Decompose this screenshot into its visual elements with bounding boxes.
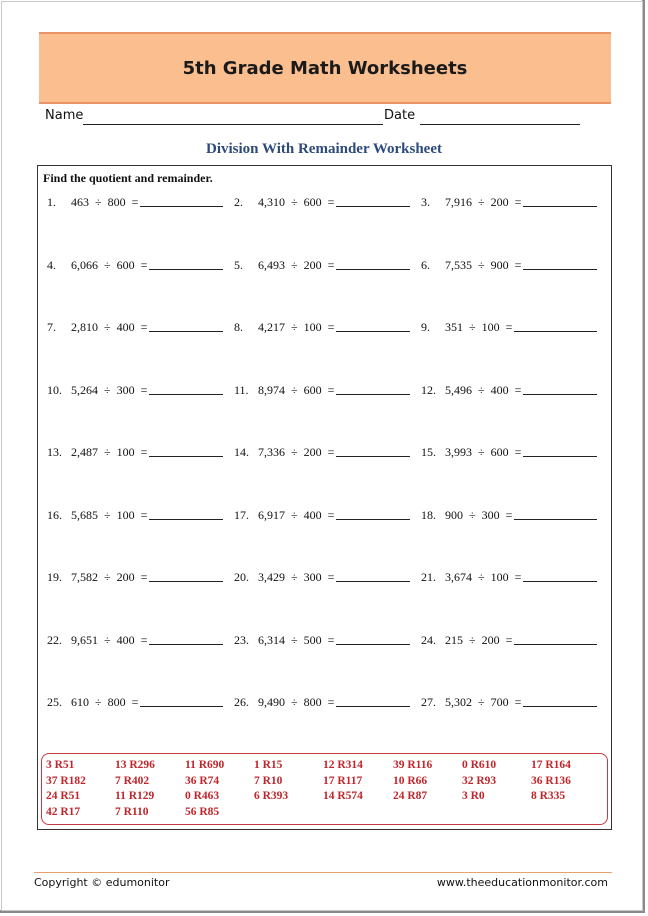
problem-23 xyxy=(234,631,419,647)
problem-number: 11. xyxy=(234,382,249,397)
answer-blank[interactable] xyxy=(336,644,410,645)
problem-number: 4. xyxy=(47,257,56,272)
answer-blank[interactable] xyxy=(523,394,597,395)
answer-blank[interactable] xyxy=(523,269,597,270)
footer-divider xyxy=(34,872,612,873)
problem-number: 7. xyxy=(47,320,56,334)
problem-expression: 6,066 ÷ 600 = xyxy=(71,257,148,272)
answer-blank[interactable] xyxy=(514,644,597,645)
answer-blank[interactable] xyxy=(149,519,223,520)
answer-key-item: 6 R393 xyxy=(254,790,289,802)
answer-key-item: 17 R164 xyxy=(531,759,571,771)
answer-key-item: 14 R574 xyxy=(323,790,363,802)
problem-19 xyxy=(47,568,232,584)
answer-key-item: 7 R110 xyxy=(115,805,149,818)
instructions: Find the quotient and remainder. xyxy=(43,171,213,185)
problem-number: 8. xyxy=(234,320,243,334)
copyright: Copyright © edumonitor xyxy=(34,876,170,889)
problem-17 xyxy=(234,506,419,522)
name-field-line[interactable] xyxy=(83,124,383,125)
answer-key-item: 10 R66 xyxy=(393,774,428,787)
problem-number: 24. xyxy=(421,632,436,647)
problem-expression: 5,685 ÷ 100 = xyxy=(71,507,148,522)
problem-number: 25. xyxy=(47,695,62,709)
answer-blank[interactable] xyxy=(514,519,597,520)
problem-1 xyxy=(47,193,232,209)
answer-key-item: 42 R17 xyxy=(46,805,81,818)
answer-blank[interactable] xyxy=(336,269,410,270)
problem-number: 3. xyxy=(421,195,430,209)
problem-9 xyxy=(421,318,606,334)
answer-blank[interactable] xyxy=(336,706,410,707)
problem-4 xyxy=(47,256,232,272)
problem-expression: 3,429 ÷ 300 = xyxy=(258,570,335,584)
problem-number: 2. xyxy=(234,195,243,209)
name-date-row xyxy=(45,107,585,127)
problem-number: 16. xyxy=(47,507,62,522)
problem-2 xyxy=(234,193,419,209)
problem-expression: 3,674 ÷ 100 = xyxy=(445,570,522,584)
answer-key-item: 37 R182 xyxy=(46,774,86,787)
problem-number: 12. xyxy=(421,382,436,397)
problem-10 xyxy=(47,381,232,397)
problem-expression: 2,487 ÷ 100 = xyxy=(71,445,148,459)
problem-11 xyxy=(234,381,419,397)
answer-key-item: 1 R15 xyxy=(254,759,283,771)
problem-number: 26. xyxy=(234,695,249,709)
problem-expression: 7,582 ÷ 200 = xyxy=(71,570,148,584)
answer-blank[interactable] xyxy=(140,206,223,207)
header-banner xyxy=(39,32,611,104)
problem-number: 5. xyxy=(234,257,243,272)
problem-expression: 351 ÷ 100 = xyxy=(445,320,513,334)
problem-5 xyxy=(234,256,419,272)
answer-key-item: 0 R463 xyxy=(185,790,220,802)
problem-25 xyxy=(47,693,232,709)
problem-6 xyxy=(421,256,606,272)
problem-27 xyxy=(421,693,606,709)
answer-key-item: 24 R51 xyxy=(46,790,81,802)
problem-7 xyxy=(47,318,232,334)
problem-expression: 5,302 ÷ 700 = xyxy=(445,695,522,709)
problem-number: 18. xyxy=(421,507,436,522)
answer-blank[interactable] xyxy=(336,581,410,582)
problem-expression: 7,336 ÷ 200 = xyxy=(258,445,335,459)
problem-expression: 9,651 ÷ 400 = xyxy=(71,632,148,647)
problem-expression: 4,217 ÷ 100 = xyxy=(258,320,335,334)
problem-14 xyxy=(234,443,419,459)
problem-number: 21. xyxy=(421,570,436,584)
answer-blank[interactable] xyxy=(523,581,597,582)
date-label: Date xyxy=(384,108,416,123)
problem-16 xyxy=(47,506,232,522)
problem-expression: 5,264 ÷ 300 = xyxy=(71,382,148,397)
problem-12 xyxy=(421,381,606,397)
problem-number: 10. xyxy=(47,382,62,397)
problem-expression: 6,917 ÷ 400 = xyxy=(258,507,335,522)
answer-key-item: 11 R690 xyxy=(185,759,225,771)
worksheet-title: Division With Remainder Worksheet xyxy=(205,141,442,157)
answer-key-item: 0 R610 xyxy=(462,759,497,771)
answer-blank[interactable] xyxy=(336,519,410,520)
answer-key-item: 36 R136 xyxy=(531,774,571,787)
answer-blank[interactable] xyxy=(149,331,223,332)
problem-21 xyxy=(421,568,606,584)
problem-expression: 610 ÷ 800 = xyxy=(71,695,139,709)
problem-expression: 9,490 ÷ 800 = xyxy=(258,695,335,709)
problem-expression: 6,314 ÷ 500 = xyxy=(258,632,335,647)
answer-key-item: 11 R129 xyxy=(115,790,155,802)
problem-15 xyxy=(421,443,606,459)
problem-expression: 2,810 ÷ 400 = xyxy=(71,320,148,334)
answer-blank[interactable] xyxy=(149,581,223,582)
answer-blank[interactable] xyxy=(523,706,597,707)
answer-blank[interactable] xyxy=(523,456,597,457)
problem-20 xyxy=(234,568,419,584)
answer-key-item: 3 R51 xyxy=(46,759,75,771)
problem-13 xyxy=(47,443,232,459)
answer-key-item: 13 R296 xyxy=(115,759,155,771)
answer-key-item: 3 R0 xyxy=(462,790,485,802)
page-title: 5th Grade Math Worksheets xyxy=(182,57,468,79)
problem-expression: 900 ÷ 300 = xyxy=(445,507,513,522)
answer-blank[interactable] xyxy=(336,331,410,332)
problem-number: 17. xyxy=(234,507,249,522)
answer-blank[interactable] xyxy=(336,456,410,457)
problem-expression: 5,496 ÷ 400 = xyxy=(445,382,522,397)
problem-number: 1. xyxy=(47,195,56,209)
answer-key-item: 7 R402 xyxy=(115,774,150,787)
problem-number: 23. xyxy=(234,632,249,647)
problem-number: 19. xyxy=(47,570,62,584)
answer-blank[interactable] xyxy=(149,644,223,645)
answer-key-item: 32 R93 xyxy=(462,774,497,787)
answer-blank[interactable] xyxy=(149,394,223,395)
problem-expression: 7,916 ÷ 200 = xyxy=(445,195,522,209)
problem-expression: 7,535 ÷ 900 = xyxy=(445,257,522,272)
answer-blank[interactable] xyxy=(149,269,223,270)
answer-key-item: 24 R87 xyxy=(393,790,428,802)
problem-expression: 4,310 ÷ 600 = xyxy=(258,195,335,209)
problem-18 xyxy=(421,506,606,522)
answer-key-item: 56 R85 xyxy=(185,805,220,818)
answer-blank[interactable] xyxy=(140,706,223,707)
problem-expression: 6,493 ÷ 200 = xyxy=(258,257,335,272)
problem-8 xyxy=(234,318,419,334)
problem-number: 20. xyxy=(234,570,249,584)
answer-blank[interactable] xyxy=(149,456,223,457)
answer-key-item: 36 R74 xyxy=(185,774,220,787)
problem-number: 14. xyxy=(234,445,249,459)
problem-expression: 463 ÷ 800 = xyxy=(71,195,139,209)
problem-expression: 215 ÷ 200 = xyxy=(445,632,513,647)
problem-expression: 3,993 ÷ 600 = xyxy=(445,445,522,459)
problem-number: 9. xyxy=(421,320,430,334)
answer-blank[interactable] xyxy=(523,206,597,207)
answer-key-item: 8 R335 xyxy=(531,790,566,802)
problem-expression: 8,974 ÷ 600 = xyxy=(258,382,335,397)
answer-key-item: 17 R117 xyxy=(323,774,363,787)
answer-blank[interactable] xyxy=(336,206,410,207)
answer-key-item: 39 R116 xyxy=(393,759,433,771)
problem-number: 27. xyxy=(421,695,436,709)
answer-key-item: 7 R10 xyxy=(254,774,283,787)
answer-blank[interactable] xyxy=(514,331,597,332)
site-url[interactable]: www.theeducationmonitor.com xyxy=(436,876,608,889)
problem-number: 22. xyxy=(47,632,62,647)
name-label: Name xyxy=(45,108,84,123)
problem-number: 13. xyxy=(47,445,62,459)
problem-22 xyxy=(47,631,232,647)
answer-key-item: 12 R314 xyxy=(323,759,363,771)
problem-26 xyxy=(234,693,419,709)
problem-24 xyxy=(421,631,606,647)
date-field-line[interactable] xyxy=(420,124,580,125)
problem-number: 6. xyxy=(421,257,430,272)
answer-blank[interactable] xyxy=(336,394,410,395)
problem-number: 15. xyxy=(421,445,436,459)
problem-3 xyxy=(421,193,606,209)
